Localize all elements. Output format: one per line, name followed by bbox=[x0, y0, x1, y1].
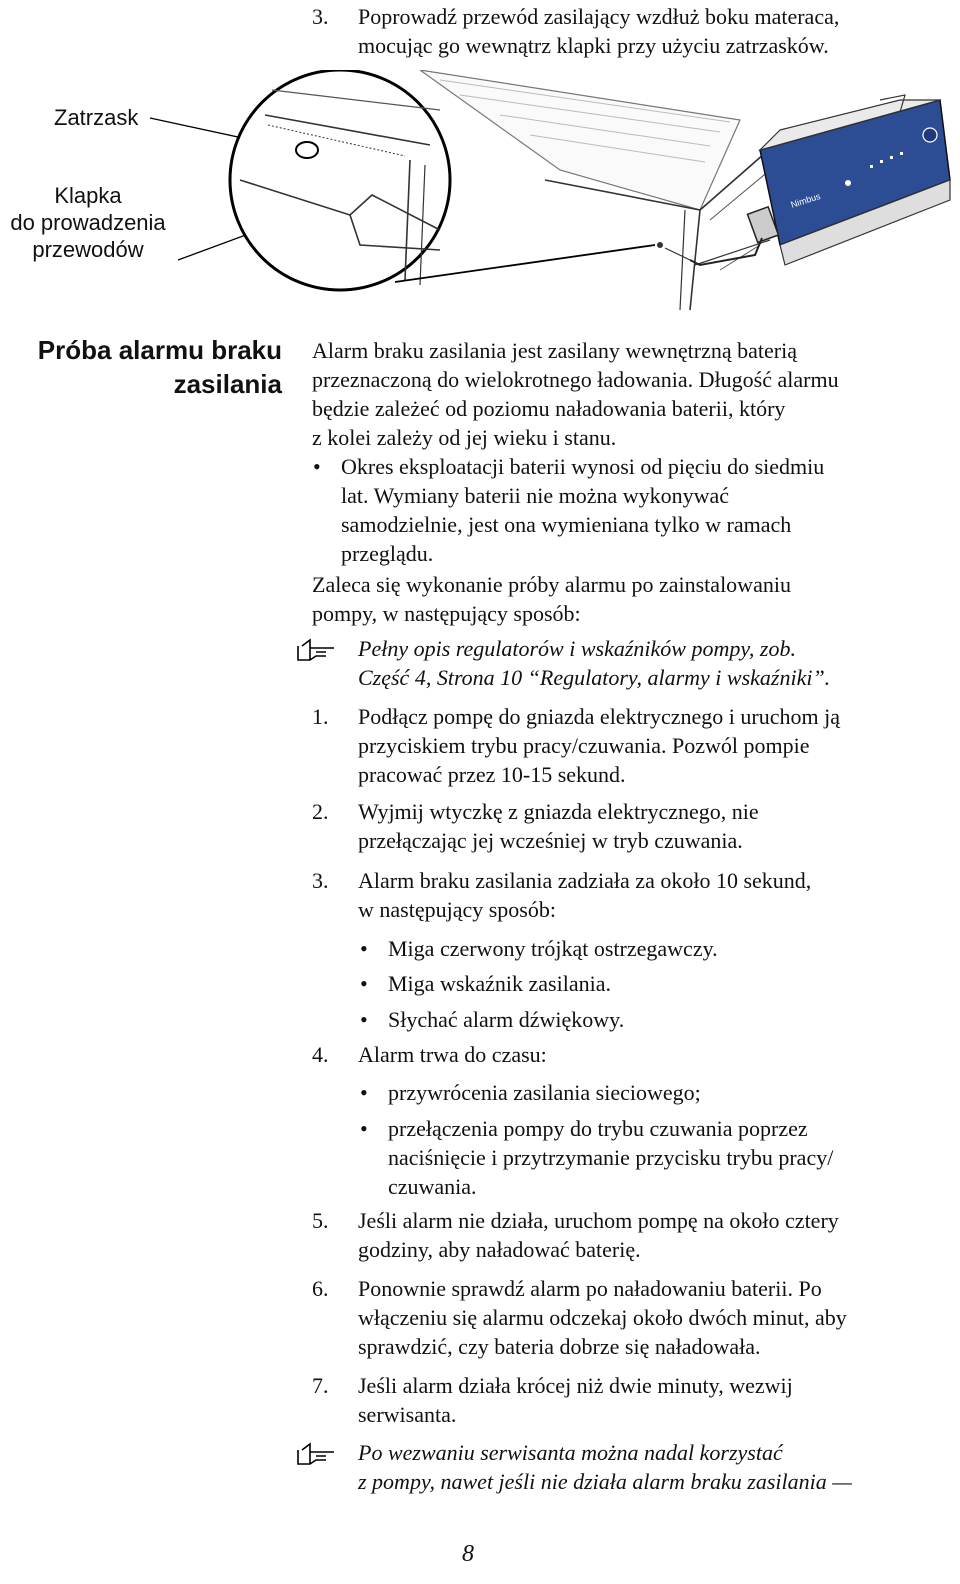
text-line: Alarm trwa do czasu: bbox=[358, 1042, 547, 1067]
step-4-bullet bbox=[388, 1078, 701, 1107]
text-line: Jeśli alarm działa krócej niż dwie minuty, wezwij bbox=[358, 1373, 793, 1398]
step-3-bullet: • Miga czerwony trójkąt ostrzegawczy. bbox=[388, 934, 718, 963]
text-line: Część 4, Strona 10 “Regulatory, alarmy i wskaźniki”. bbox=[358, 665, 831, 690]
text-line: Ponownie sprawdź alarm po naładowaniu baterii. Po bbox=[358, 1276, 822, 1301]
pointing-hand-icon bbox=[296, 636, 336, 662]
recommendation-paragraph bbox=[312, 570, 791, 628]
text-line: przeznaczoną do wielokrotnego ładowania. Długość alarmu bbox=[312, 367, 839, 392]
pointing-hand-icon bbox=[296, 1440, 336, 1466]
text-line: serwisanta. bbox=[358, 1402, 457, 1427]
step-number: 6. bbox=[312, 1276, 329, 1301]
text-line: przyciskiem trybu pracy/czuwania. Pozwól pompie bbox=[358, 733, 810, 758]
step-number: 7. bbox=[312, 1373, 329, 1398]
step-number: 1. bbox=[312, 704, 329, 729]
step-number: 2. bbox=[312, 799, 329, 824]
step-3-text bbox=[358, 866, 811, 924]
figure-label-zatrzask: Zatrzask bbox=[54, 105, 139, 130]
text-line: sprawdzić, czy bateria dobrze się naładowała. bbox=[358, 1334, 761, 1359]
text-line: w następujący sposób: bbox=[358, 897, 556, 922]
text-line: Pełny opis regulatorów i wskaźników pompy, zob. bbox=[358, 636, 796, 661]
section-heading-line: Próba alarmu braku bbox=[37, 335, 282, 365]
step-number: 4. bbox=[312, 1042, 329, 1067]
text-line: przełączając jej wcześniej w tryb czuwania. bbox=[358, 828, 743, 853]
text-line: włączeniu się alarmu odczekaj około dwóch minut, aby bbox=[358, 1305, 847, 1330]
step-7-text bbox=[358, 1371, 793, 1429]
note-service-warning bbox=[358, 1438, 852, 1496]
section-heading-line: zasilania bbox=[173, 369, 282, 399]
step-5-text bbox=[358, 1206, 839, 1264]
step-1-text bbox=[358, 702, 840, 789]
text-line: pompy, w następujący sposób: bbox=[312, 601, 581, 626]
figure-label-line: Klapka bbox=[54, 183, 122, 208]
text-line: • przełączenia pompy do trybu czuwania poprzez bbox=[388, 1116, 808, 1141]
text-line: Alarm braku zasilania zadziała za około 10 sekund, bbox=[358, 868, 812, 893]
step-3-bullet: • Miga wskaźnik zasilania. bbox=[388, 969, 611, 998]
text-line: Podłącz pompę do gniazda elektrycznego i uruchom ją bbox=[358, 704, 840, 729]
text-line: • Okres eksploatacji baterii wynosi od pięciu do siedmiu bbox=[341, 454, 825, 479]
text-line: samodzielnie, jest ona wymieniana tylko w ramach bbox=[341, 512, 792, 537]
text-line: lat. Wymiany baterii nie można wykonywać bbox=[341, 483, 730, 508]
step-number: 5. bbox=[312, 1208, 329, 1233]
step-6-text bbox=[358, 1274, 847, 1361]
step-4-bullet bbox=[388, 1114, 833, 1201]
text-line: z pompy, nawet jeśli nie działa alarm braku zasilania — bbox=[358, 1469, 852, 1494]
bed-illustration bbox=[420, 70, 780, 310]
step-2-text bbox=[358, 797, 759, 855]
text-line: będzie zależeć od poziomu naładowania baterii, który bbox=[312, 396, 786, 421]
battery-bullet bbox=[341, 452, 824, 568]
note-controls-reference bbox=[358, 634, 830, 692]
top-step-number: 3. bbox=[312, 4, 329, 29]
text-line: naciśnięcie i przytrzymanie przycisku trybu pracy/ bbox=[388, 1145, 834, 1170]
top-step-line: mocując go wewnątrz klapki przy użyciu zatrzasków. bbox=[358, 33, 829, 58]
step-number: 3. bbox=[312, 868, 329, 893]
step-3-bullet: • Słychać alarm dźwiękowy. bbox=[388, 1005, 624, 1034]
text-line: z kolei zależy od jej wieku i stanu. bbox=[312, 425, 617, 450]
text-line: Zaleca się wykonanie próby alarmu po zainstalowaniu bbox=[312, 572, 791, 597]
text-line: przeglądu. bbox=[341, 541, 434, 566]
section-heading bbox=[0, 333, 282, 401]
text-line: • przywrócenia zasilania sieciowego; bbox=[388, 1080, 701, 1105]
text-line: Jeśli alarm nie działa, uruchom pompę na około cztery bbox=[358, 1208, 839, 1233]
figure-label-line: przewodów bbox=[32, 237, 144, 262]
intro-paragraph bbox=[312, 336, 839, 452]
device-brand: Nimbus bbox=[789, 190, 822, 210]
figure-illustration bbox=[0, 70, 960, 320]
text-line: czuwania. bbox=[388, 1174, 477, 1199]
figure-label-line: do prowadzenia bbox=[10, 210, 166, 235]
top-step-text bbox=[358, 2, 839, 60]
text-line: godziny, aby naładować baterię. bbox=[358, 1237, 641, 1262]
step-4-text bbox=[358, 1040, 547, 1069]
text-line: Po wezwaniu serwisanta można nadal korzystać bbox=[358, 1440, 783, 1465]
page-number: 8 bbox=[462, 1541, 474, 1567]
text-line: Alarm braku zasilania jest zasilany wewnętrzną baterią bbox=[312, 338, 797, 363]
text-line: Wyjmij wtyczkę z gniazda elektrycznego, nie bbox=[358, 799, 759, 824]
top-step-line: Poprowadź przewód zasilający wzdłuż boku materaca, bbox=[358, 4, 840, 29]
text-line: pracować przez 10-15 sekund. bbox=[358, 762, 626, 787]
